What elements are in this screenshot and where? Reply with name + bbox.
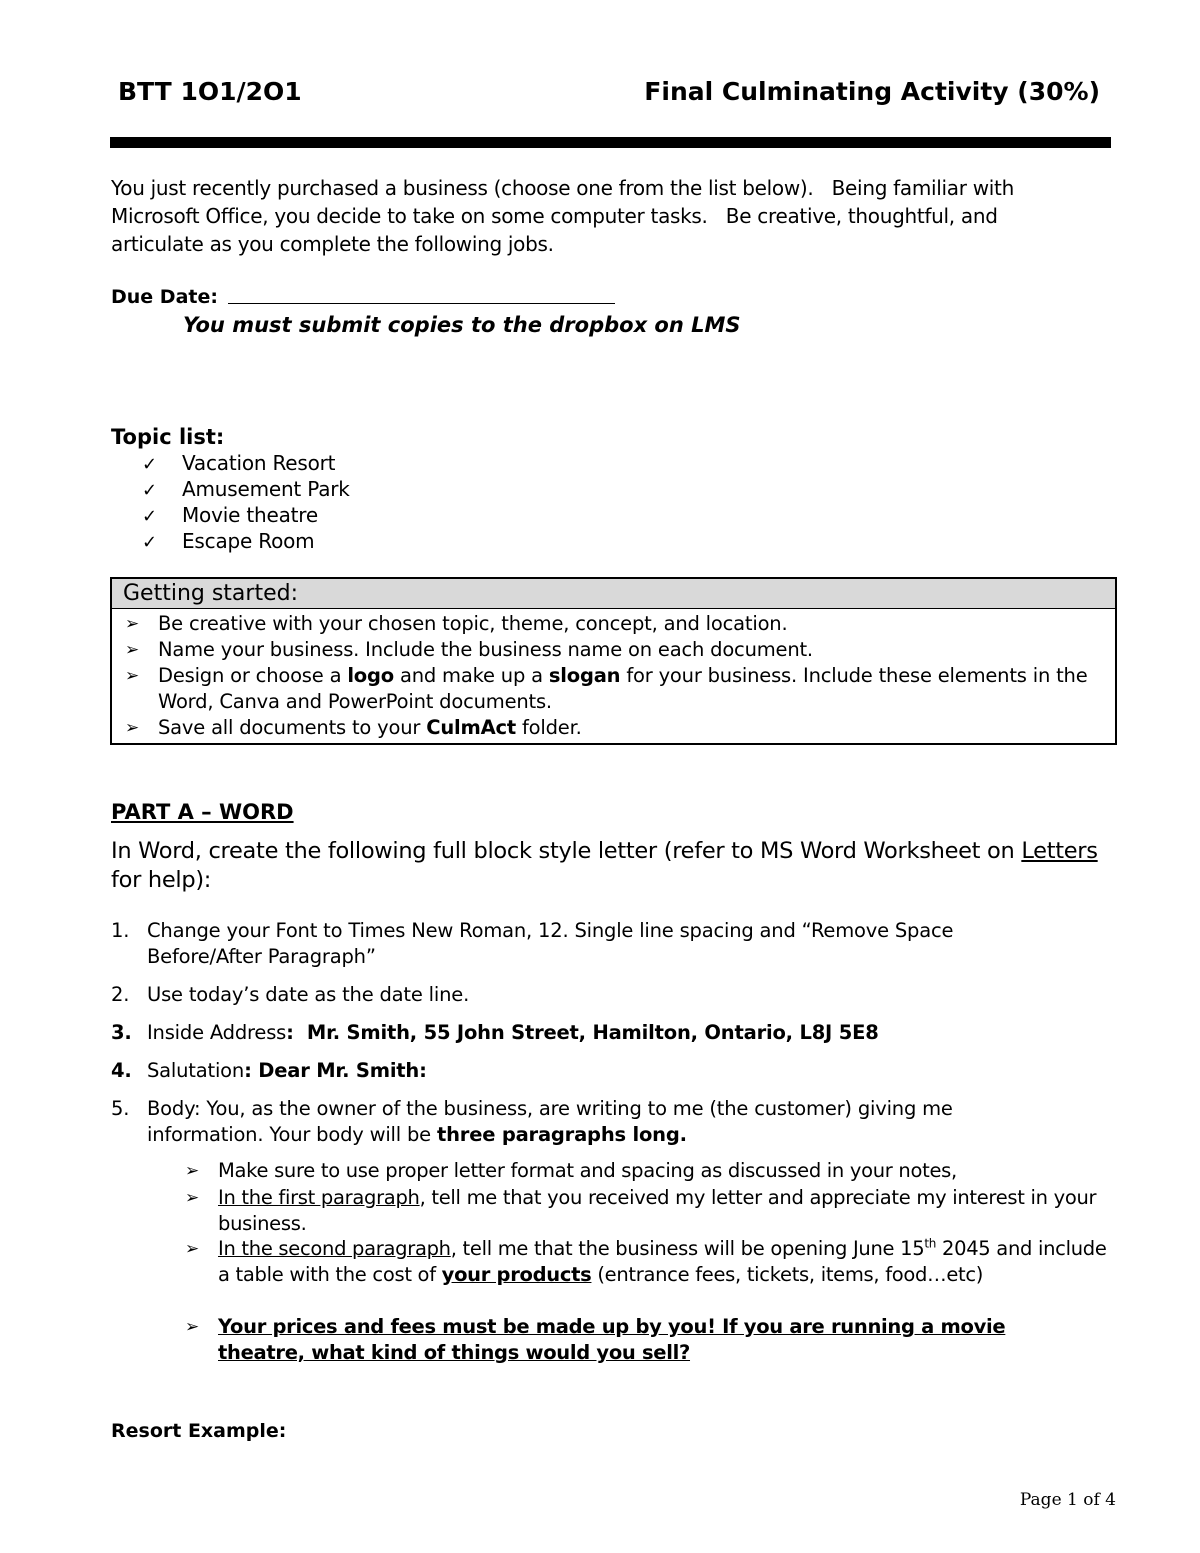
sub-item-text: , tell me that you received my letter and appreciate my interest in your business. <box>218 1186 1097 1235</box>
topic-label: Amusement Park <box>182 477 350 501</box>
document-title: Final Culminating Activity (30%) <box>644 77 1100 106</box>
part-a-intro <box>111 837 1121 895</box>
item-text: Design or choose a <box>158 664 348 687</box>
header-rule <box>110 137 1111 148</box>
salutation-label: Salutation <box>147 1059 245 1082</box>
topic-list <box>142 450 350 554</box>
arrow-bullet-icon: ➢ <box>185 1317 199 1337</box>
topic-list-title: Topic list: <box>111 425 225 449</box>
salutation-value: : Dear Mr. Smith: <box>244 1059 427 1082</box>
topic-label: Movie theatre <box>182 503 318 527</box>
item-text: and make up a <box>393 664 549 687</box>
inside-address-label: Inside Address <box>147 1021 287 1044</box>
checkmark-icon: ✓ <box>142 506 157 527</box>
body-sub-item-2 <box>185 1185 1120 1237</box>
sub-item-text: (entrance fees, tickets, items, food…etc) <box>591 1263 984 1286</box>
item-text: for your business. Include these elements in the Word, Canva and PowerPoint documents. <box>158 664 1088 713</box>
sub-item-text <box>218 1185 1118 1237</box>
step-number: 5. <box>111 1097 130 1120</box>
body-instructions: Body: You, as the owner of the business, are writing to me (the customer) giving me information. Your body will be <box>147 1097 953 1146</box>
step-number: 1. <box>111 919 130 942</box>
inside-address-value: : Mr. Smith, 55 John Street, Hamilton, Ontario, L8J 5E8 <box>286 1021 879 1044</box>
checkmark-icon: ✓ <box>142 454 157 475</box>
getting-started-header <box>112 579 1115 609</box>
list-item <box>125 637 1110 663</box>
body-sub-item-1 <box>185 1158 1120 1184</box>
sub-item-text <box>218 1236 1118 1288</box>
body-sub-item-4 <box>185 1314 1120 1366</box>
intro-text: In Word, create the following full block style letter (refer to MS Word Worksheet on <box>111 838 1022 864</box>
letters-link[interactable]: Letters <box>1021 838 1098 864</box>
sub-item-text: Make sure to use proper letter format and spacing as discussed in your notes, <box>218 1159 957 1182</box>
item-text: Be creative with your chosen topic, theme, concept, and location. <box>158 612 788 635</box>
list-item <box>142 450 350 476</box>
step-text <box>147 1096 1037 1148</box>
step-1 <box>111 918 1111 970</box>
resort-example-heading: Resort Example: <box>111 1420 287 1442</box>
part-a-heading: PART A – WORD <box>111 800 294 824</box>
checkmark-icon: ✓ <box>142 532 157 553</box>
intro-line-2: Microsoft Office, you decide to take on some computer tasks. Be creative, thoughtful, and <box>111 204 998 228</box>
first-paragraph-label: In the first paragraph <box>218 1186 420 1209</box>
step-2 <box>111 982 1111 1008</box>
arrow-bullet-icon: ➢ <box>185 1188 199 1208</box>
list-item <box>125 715 1110 741</box>
step-3 <box>111 1020 1111 1046</box>
step-text: Change your Font to Times New Roman, 12. Single line spacing and “Remove Space Before/After Paragraph” <box>147 919 954 968</box>
intro-line-3: articulate as you complete the following jobs. <box>111 232 554 256</box>
item-text: Name your business. Include the business name on each document. <box>158 638 813 661</box>
step-number: 3. <box>111 1021 132 1044</box>
body-sub-item-3 <box>185 1236 1120 1314</box>
step-text <box>147 1020 1047 1046</box>
intro-paragraph <box>111 174 1121 258</box>
submit-note: You must submit copies to the dropbox on LMS <box>183 313 741 337</box>
second-paragraph-label: In the second paragraph <box>218 1237 451 1260</box>
step-text: Use today’s date as the date line. <box>147 983 470 1006</box>
topic-label: Vacation Resort <box>182 451 336 475</box>
arrow-bullet-icon: ➢ <box>125 718 140 738</box>
your-products-label: your products <box>441 1263 592 1286</box>
step-number: 4. <box>111 1059 132 1082</box>
arrow-bullet-icon: ➢ <box>125 614 140 634</box>
list-item <box>142 528 350 554</box>
pricing-instruction: Your prices and fees must be made up by you! If you are running a movie theatre, what kind of things would you sell? <box>218 1315 1006 1364</box>
list-item <box>142 476 350 502</box>
step-4 <box>111 1058 1111 1084</box>
arrow-bullet-icon: ➢ <box>185 1239 199 1259</box>
due-date-label: Due Date: <box>111 286 218 308</box>
list-item <box>142 502 350 528</box>
item-text: Save all documents to your <box>158 716 427 739</box>
arrow-bullet-icon: ➢ <box>125 666 140 686</box>
getting-started-box <box>110 577 1117 745</box>
intro-line-1: You just recently purchased a business (choose one from the list below). Being familiar with <box>111 176 1014 200</box>
logo-keyword: logo <box>347 664 394 687</box>
list-item <box>125 663 1110 715</box>
list-item <box>125 611 1110 637</box>
arrow-bullet-icon: ➢ <box>125 640 140 660</box>
course-code: BTT 1O1/2O1 <box>118 77 302 106</box>
step-number: 2. <box>111 983 130 1006</box>
getting-started-list <box>125 611 1110 741</box>
step-text <box>147 1058 1047 1084</box>
paragraph-count: three paragraphs long. <box>436 1123 687 1146</box>
sub-item-text: 2045 and include a table with the cost of <box>218 1237 1107 1286</box>
folder-name: CulmAct <box>426 716 516 739</box>
checkmark-icon: ✓ <box>142 480 157 501</box>
arrow-bullet-icon: ➢ <box>185 1161 199 1181</box>
page-number: Page 1 of 4 <box>1019 1490 1116 1510</box>
topic-label: Escape Room <box>182 529 315 553</box>
due-date-blank <box>228 303 615 304</box>
ordinal-suffix: th <box>924 1236 937 1251</box>
step-5 <box>111 1096 1111 1148</box>
slogan-keyword: slogan <box>548 664 621 687</box>
sub-item-text: , tell me that the business will be opening June 15 <box>450 1237 925 1260</box>
getting-started-title: Getting started: <box>123 581 299 606</box>
intro-text: for help): <box>111 867 212 893</box>
item-text: folder. <box>516 716 582 739</box>
